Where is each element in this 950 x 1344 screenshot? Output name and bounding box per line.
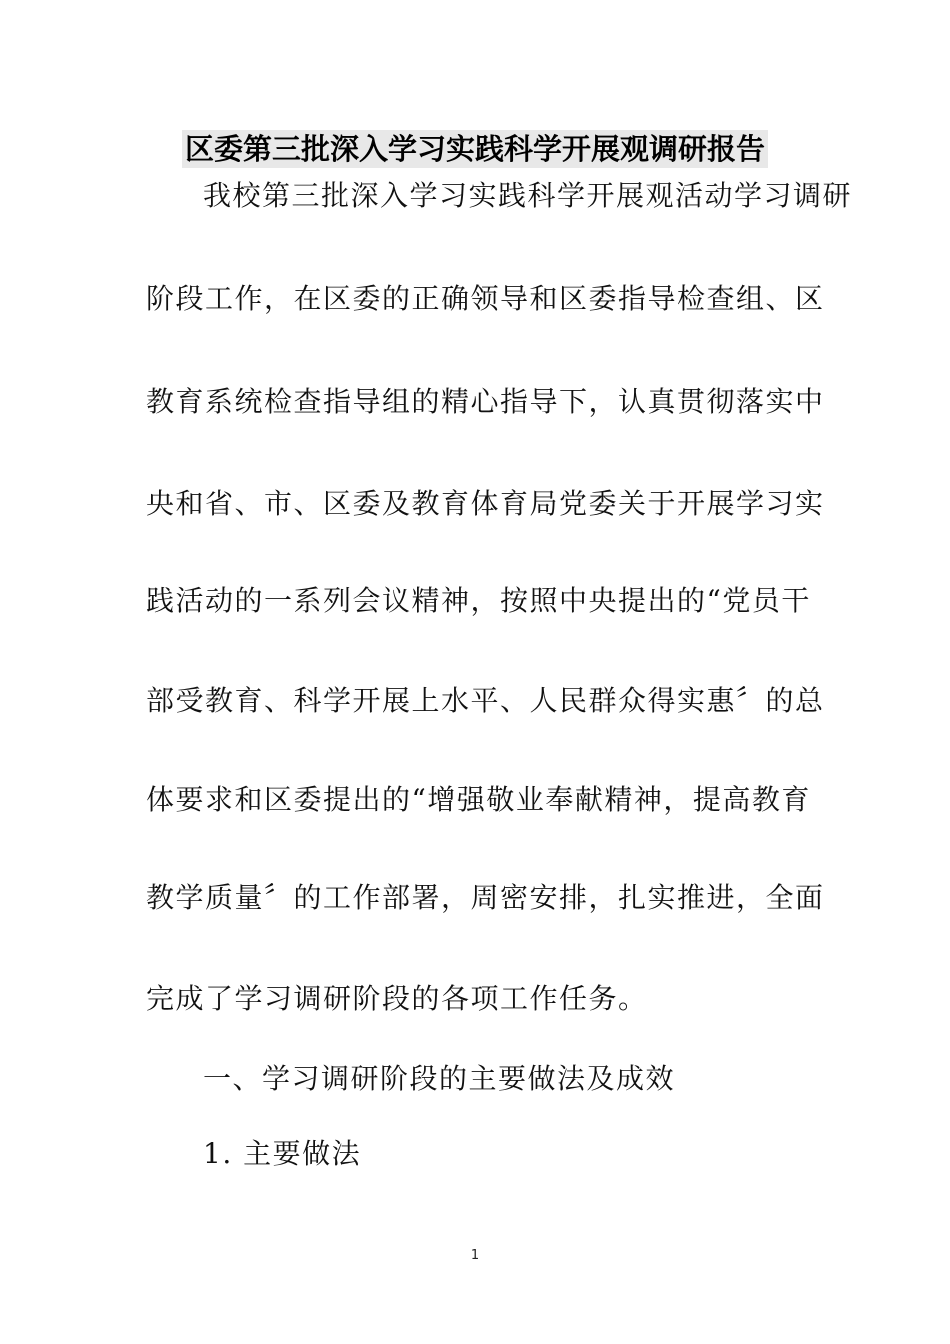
- paragraph-line: 教学质量〞的工作部署，周密安排，扎实推进，全面: [146, 881, 825, 914]
- paragraph-line: 央和省、市、区委及教育体育局党委关于开展学习实: [146, 487, 825, 520]
- paragraph-line: 践活动的一系列会议精神，按照中央提出的“党员干: [146, 584, 811, 617]
- title-container: [0, 130, 950, 168]
- subsection-heading: 1. 主要做法: [203, 1137, 362, 1170]
- paragraph-line: 部受教育、科学开展上水平、人民群众得实惠〞的总: [146, 684, 825, 717]
- page-number: 1: [470, 1248, 480, 1263]
- paragraph-line: 完成了学习调研阶段的各项工作任务。: [146, 982, 648, 1015]
- paragraph-line: 我校第三批深入学习实践科学开展观活动学习调研: [203, 179, 853, 212]
- paragraph-line: 体要求和区委提出的“增强敬业奉献精神，提高教育: [146, 783, 811, 816]
- document-title: 区委第三批深入学习实践科学开展观调研报告: [182, 130, 768, 168]
- paragraph-line: 教育系统检查指导组的精心指导下，认真贯彻落实中: [146, 385, 825, 418]
- paragraph-line: 阶段工作，在区委的正确领导和区委指导检查组、区: [146, 282, 825, 315]
- section-heading: 一、学习调研阶段的主要做法及成效: [203, 1062, 676, 1095]
